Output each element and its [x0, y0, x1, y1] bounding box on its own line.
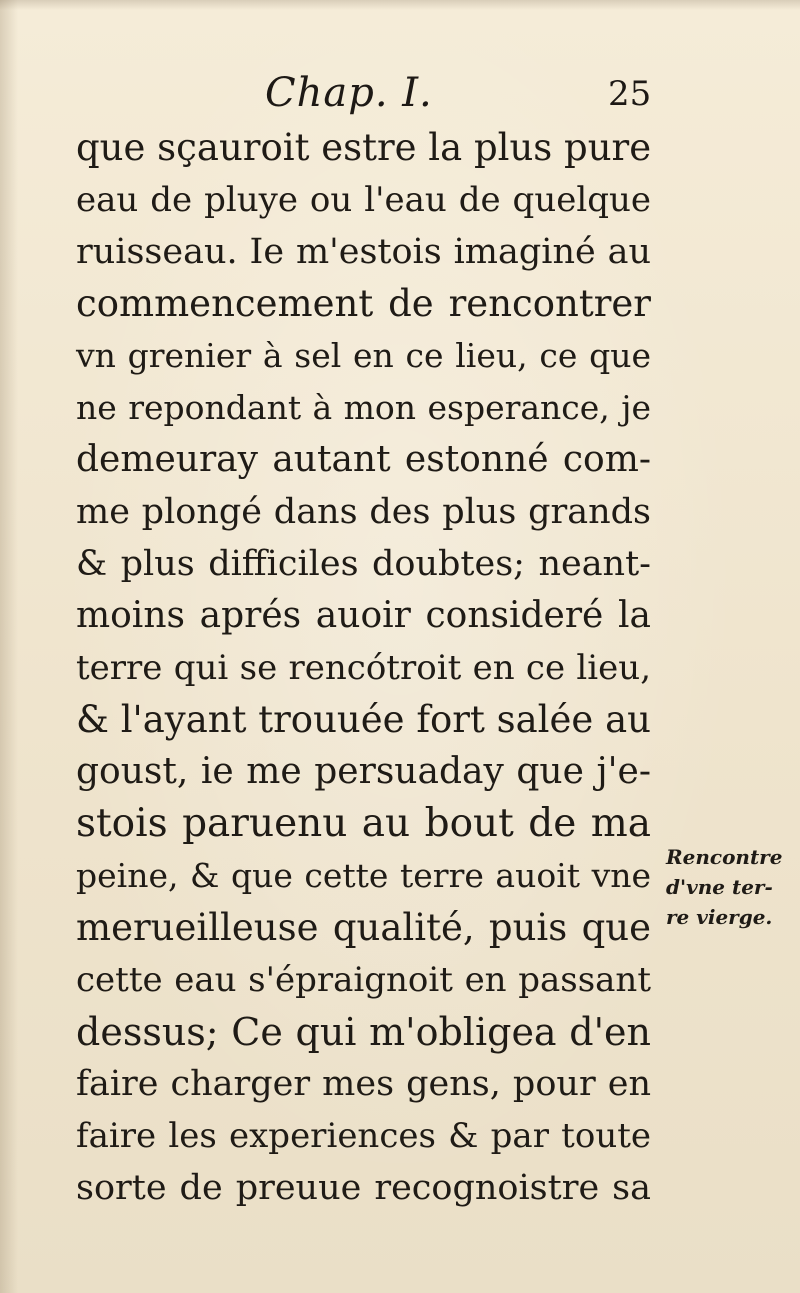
- text-line: merueilleuse qualité, puis que: [76, 906, 651, 949]
- marginal-note-line: re vierge.: [666, 905, 773, 929]
- text-line: ruisseau. Ie m'estois imaginé au: [76, 232, 651, 272]
- text-line: que sçauroit estre la plus pure: [76, 126, 652, 169]
- text-line: ne repondant à mon esperance, je: [76, 388, 651, 427]
- text-line: cette eau s'épraignoit en passant: [76, 960, 651, 1000]
- text-line: peine, & que cette terre auoit vne: [76, 856, 651, 895]
- text-line: demeuray autant estonné com-: [76, 439, 651, 480]
- top-edge-shadow: [0, 0, 800, 10]
- text-line: me plongé dans des plus grands: [76, 492, 651, 532]
- gutter-shadow: [0, 0, 18, 1293]
- text-line: faire les experiences & par toute: [76, 1116, 651, 1156]
- text-line: terre qui se rencótroit en ce lieu,: [76, 648, 651, 688]
- text-line: sorte de preuue recognoistre sa: [76, 1168, 651, 1208]
- text-line: stois paruenu au bout de ma: [76, 801, 651, 846]
- text-line: & l'ayant trouuée fort salée au: [76, 698, 651, 741]
- marginal-note-line: Rencontre: [666, 845, 783, 869]
- page-header: [0, 68, 800, 128]
- page-number: 25: [608, 74, 652, 114]
- text-line: moins aprés auoir consideré la: [76, 595, 651, 636]
- text-line: & plus difficiles doubtes; neant-: [76, 544, 651, 584]
- text-line: vn grenier à sel en ce lieu, ce que: [76, 336, 651, 375]
- text-line: faire charger mes gens, pour en: [76, 1064, 651, 1104]
- text-line: dessus; Ce qui m'obligea d'en: [76, 1010, 651, 1054]
- text-line: commencement de rencontrer: [76, 282, 651, 325]
- text-line: eau de pluye ou l'eau de quelque: [76, 180, 651, 220]
- marginal-note: [666, 842, 796, 932]
- text-line: goust, ie me persuaday que j'e-: [76, 751, 651, 792]
- marginal-note-line: d'vne ter-: [666, 875, 773, 899]
- running-head: Chap. I.: [265, 70, 433, 116]
